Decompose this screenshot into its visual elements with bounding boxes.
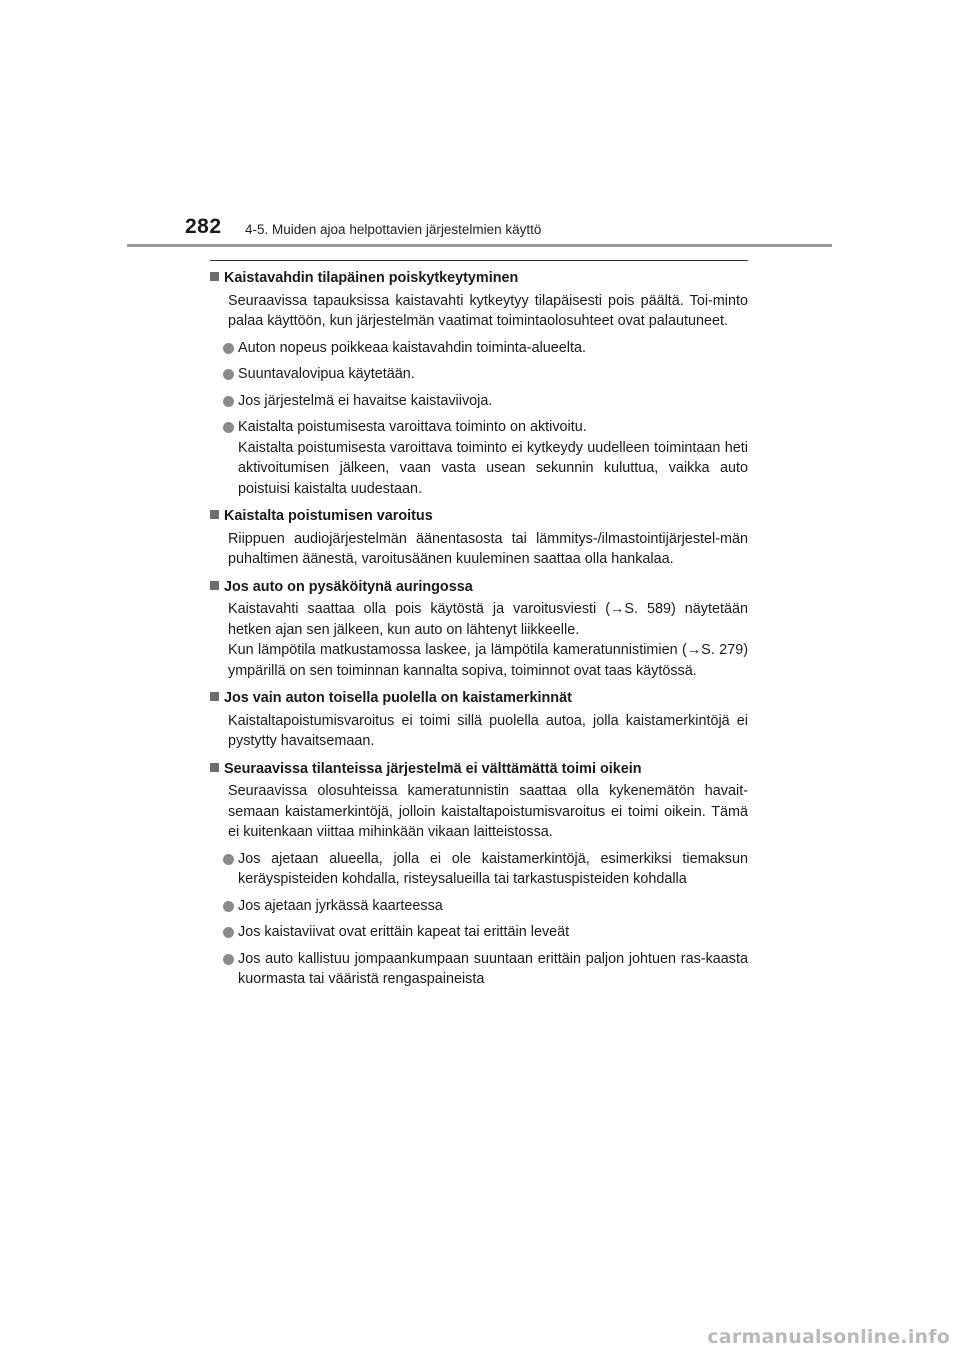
circle-bullet-icon — [223, 422, 234, 433]
list-item — [223, 949, 748, 990]
watermark: carmanualsonline.info — [707, 1326, 950, 1348]
heading-text: Jos vain auton toisella puolella on kaistamerkinnät — [224, 690, 572, 706]
chapter-title: 4-5. Muiden ajoa helpottavien järjestelmien käyttö — [245, 222, 542, 237]
list-item-text: Jos ajetaan alueella, jolla ei ole kaistamerkintöjä, esimerkiksi tiemaksun keräyspisteiden kohdalla, risteysalueilla tai tarkastuspisteiden kohdalla — [238, 850, 748, 887]
list-item-text: Kaistalta poistumisesta varoittava toiminto on aktivoitu. — [238, 419, 587, 435]
heading-text: Kaistalta poistumisen varoitus — [224, 508, 433, 524]
list-item — [223, 417, 748, 499]
list-item — [223, 922, 748, 943]
circle-bullet-icon — [223, 369, 234, 380]
section-parked-in-sun — [210, 577, 748, 682]
paragraph: Seuraavissa olosuhteissa kameratunnistin saattaa olla kykenemätön havait-semaan kaistamerkintöjä, jolloin kaistaltapoistumisvaroitus ei toimi oikein. Tämä ei kuitenkaan viittaa mihinkään vikaan laitteistossa. — [228, 783, 748, 840]
section-temporary-deactivation — [210, 268, 748, 499]
circle-bullet-icon — [223, 396, 234, 407]
section-malfunction-situations — [210, 759, 748, 990]
heading-text: Jos auto on pysäköitynä auringossa — [224, 578, 473, 595]
section-heading — [210, 268, 748, 289]
header-rule — [127, 244, 832, 247]
section-heading — [210, 506, 748, 527]
list-item — [223, 364, 748, 385]
heading-text: Seuraavissa tilanteissa järjestelmä ei välttämättä toimi oikein — [224, 760, 642, 777]
list-item-text: Kaistalta poistumisesta varoittava toiminto ei kytkeydy uudelleen toimintaan heti aktivoitumisen jälkeen, vaan vasta usean sekunnin kuluttua, vaikka auto poistuisi kaistalta uudestaan. — [238, 439, 748, 497]
paragraph: Kun lämpötila matkustamossa laskee, ja lämpötila kameratunnistimien (→S. 279) ympärillä on sen toiminnan kannalta sopiva, toiminnot ovat taas käytössä. — [228, 642, 748, 679]
list-item-text: Jos kaistaviivat ovat erittäin kapeat tai erittäin leveät — [238, 924, 570, 940]
circle-bullet-icon — [223, 954, 234, 965]
square-bullet-icon — [210, 692, 219, 701]
content-top-rule — [210, 260, 748, 261]
list-item — [223, 849, 748, 890]
section-lane-departure-warning — [210, 506, 748, 570]
paragraph: Kaistaltapoistumisvaroitus ei toimi sillä puolella autoa, jolla kaistamerkintöjä ei pystytty havaitsemaan. — [228, 712, 748, 749]
heading-text: Kaistavahdin tilapäinen poiskytkeytyminen — [224, 270, 519, 286]
list-item — [223, 896, 748, 917]
list-item-text: Suuntavalovipua käytetään. — [238, 366, 415, 382]
circle-bullet-icon — [223, 343, 234, 354]
square-bullet-icon — [210, 510, 219, 519]
square-bullet-icon — [210, 763, 219, 772]
list-item — [223, 391, 748, 412]
section-one-side-markings — [210, 688, 748, 752]
paragraph: Kaistavahti saattaa olla pois käytöstä ja varoitusviesti (→S. 589) näytetään hetken ajan sen jälkeen, kun auto on lähtenyt liikkeelle. — [228, 601, 748, 638]
section-heading — [210, 577, 748, 598]
circle-bullet-icon — [223, 901, 234, 912]
section-heading — [210, 759, 748, 780]
square-bullet-icon — [210, 581, 219, 590]
circle-bullet-icon — [223, 854, 234, 865]
list-item-text: Jos auto kallistuu jompaankumpaan suuntaan erittäin paljon johtuen ras-kaasta kuormasta tai vääristä rengaspaineista — [238, 950, 748, 987]
page-content — [210, 268, 748, 997]
paragraph: Riippuen audiojärjestelmän äänentasosta tai lämmitys-/ilmastointijärjestel-män puhaltimen äänestä, varoitusäänen kuuleminen saattaa olla hankalaa. — [228, 530, 748, 567]
page-number: 282 — [185, 215, 222, 238]
list-item — [223, 338, 748, 359]
section-heading — [210, 688, 748, 709]
paragraph: Seuraavissa tapauksissa kaistavahti kytkeytyy tilapäisesti pois päältä. Toi-minto palaa käyttöön, kun järjestelmän vaatimat toimintaolosuhteet ovat palautuneet. — [228, 292, 748, 329]
square-bullet-icon — [210, 272, 219, 281]
list-item-text: Jos järjestelmä ei havaitse kaistaviivoja. — [238, 392, 493, 409]
list-item-text: Auton nopeus poikkeaa kaistavahdin toiminta-alueelta. — [238, 339, 587, 356]
list-item-text: Jos ajetaan jyrkässä kaarteessa — [238, 897, 443, 914]
circle-bullet-icon — [223, 927, 234, 938]
